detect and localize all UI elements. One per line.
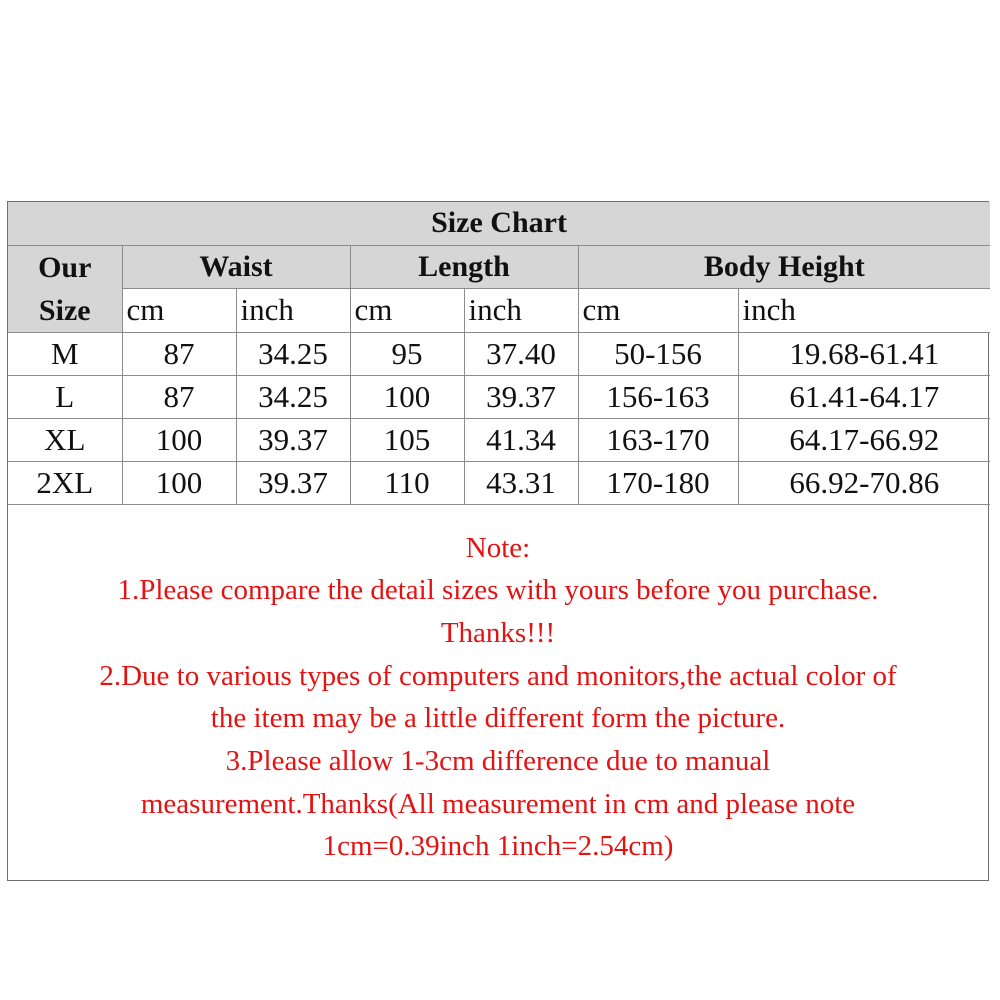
waist-header: Waist [122, 245, 350, 289]
height-cm-cell: 163-170 [578, 418, 738, 461]
table-row [8, 418, 990, 461]
size-cell: M [8, 332, 122, 375]
height-inch-cell: 66.92-70.86 [738, 461, 990, 504]
unit-waist-cm: cm [122, 289, 236, 333]
length-cm-cell: 105 [350, 418, 464, 461]
length-inch-cell: 41.34 [464, 418, 578, 461]
length-inch-cell: 37.40 [464, 332, 578, 375]
waist-cm-cell: 100 [122, 418, 236, 461]
size-cell: L [8, 375, 122, 418]
waist-inch-cell: 34.25 [236, 375, 350, 418]
size-cell: 2XL [8, 461, 122, 504]
height-cm-cell: 170-180 [578, 461, 738, 504]
waist-inch-cell: 39.37 [236, 418, 350, 461]
note-line: 1cm=0.39inch 1inch=2.54cm) [322, 830, 674, 863]
waist-inch-cell: 39.37 [236, 461, 350, 504]
size-cell: XL [8, 418, 122, 461]
waist-cm-cell: 87 [122, 375, 236, 418]
note-line: measurement.Thanks(All measurement in cm and please note [140, 787, 856, 820]
unit-length-cm: cm [350, 289, 464, 333]
length-inch-cell: 39.37 [464, 375, 578, 418]
our-size-header-line1: Our [38, 250, 92, 284]
table-row [8, 375, 990, 418]
height-inch-cell: 64.17-66.92 [738, 418, 990, 461]
table-row [8, 461, 990, 504]
table-title: Size Chart [8, 202, 990, 245]
note-heading: Note: [465, 531, 531, 564]
size-chart-sheet [7, 201, 989, 881]
waist-cm-cell: 87 [122, 332, 236, 375]
note-line: 3.Please allow 1-3cm difference due to manual [225, 745, 771, 778]
unit-height-cm: cm [578, 289, 738, 333]
notes-section [8, 505, 988, 869]
length-inch-cell: 43.31 [464, 461, 578, 504]
waist-cm-cell: 100 [122, 461, 236, 504]
height-cm-cell: 156-163 [578, 375, 738, 418]
waist-inch-cell: 34.25 [236, 332, 350, 375]
note-line: Thanks!!! [440, 616, 556, 649]
height-inch-cell: 61.41-64.17 [738, 375, 990, 418]
note-line: the item may be a little different form the picture. [210, 702, 786, 735]
height-inch-cell: 19.68-61.41 [738, 332, 990, 375]
body-height-header: Body Height [578, 245, 990, 289]
our-size-header-line2: Size [38, 293, 91, 327]
length-cm-cell: 100 [350, 375, 464, 418]
unit-length-inch: inch [464, 289, 578, 333]
unit-height-inch: inch [738, 289, 990, 333]
length-header: Length [350, 245, 578, 289]
length-cm-cell: 110 [350, 461, 464, 504]
unit-waist-inch: inch [236, 289, 350, 333]
our-size-header [8, 245, 122, 332]
table-row [8, 332, 990, 375]
height-cm-cell: 50-156 [578, 332, 738, 375]
note-line: 1.Please compare the detail sizes with yours before you purchase. [117, 574, 879, 607]
note-line: 2.Due to various types of computers and monitors,the actual color of [99, 659, 897, 692]
size-chart-table [8, 202, 990, 505]
length-cm-cell: 95 [350, 332, 464, 375]
